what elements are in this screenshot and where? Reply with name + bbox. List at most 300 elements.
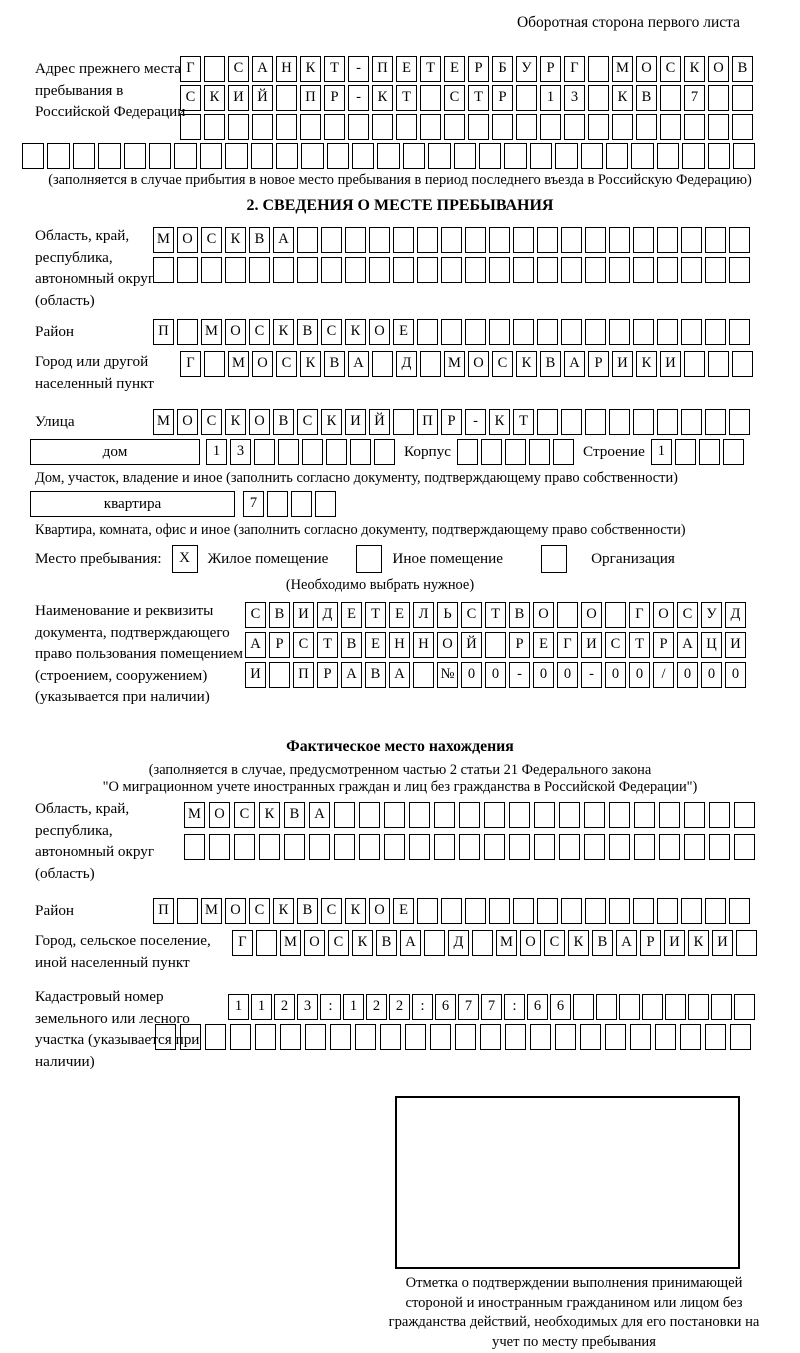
char-box[interactable]: Л [413, 602, 434, 628]
char-box[interactable]: С [245, 602, 266, 628]
char-box[interactable] [330, 1024, 351, 1050]
char-box[interactable] [516, 114, 537, 140]
char-box[interactable] [256, 930, 277, 956]
char-box[interactable]: - [348, 85, 369, 111]
char-box[interactable] [302, 439, 323, 465]
char-box[interactable]: К [568, 930, 589, 956]
char-box[interactable] [459, 802, 480, 828]
char-box[interactable]: - [509, 662, 530, 688]
char-box[interactable] [273, 257, 294, 283]
char-box[interactable] [665, 994, 686, 1020]
char-box[interactable] [557, 602, 578, 628]
char-box[interactable]: Е [393, 898, 414, 924]
char-box[interactable]: 6 [550, 994, 571, 1020]
char-box[interactable] [537, 227, 558, 253]
char-box[interactable]: Т [420, 56, 441, 82]
char-box[interactable] [184, 834, 205, 860]
char-box[interactable] [420, 85, 441, 111]
char-box[interactable] [430, 1024, 451, 1050]
char-box[interactable] [291, 491, 312, 517]
char-box[interactable]: 0 [725, 662, 746, 688]
factual-district-row[interactable] [153, 898, 800, 924]
char-box[interactable]: П [153, 319, 174, 345]
char-box[interactable]: В [376, 930, 397, 956]
char-box[interactable] [321, 257, 342, 283]
char-box[interactable] [729, 227, 750, 253]
char-box[interactable]: 1 [251, 994, 272, 1020]
char-box[interactable] [149, 143, 171, 169]
char-box[interactable]: Р [588, 351, 609, 377]
char-box[interactable]: О [225, 319, 246, 345]
char-box[interactable] [573, 994, 594, 1020]
char-box[interactable]: М [496, 930, 517, 956]
char-box[interactable] [559, 834, 580, 860]
char-box[interactable]: 7 [458, 994, 479, 1020]
char-box[interactable]: П [293, 662, 314, 688]
char-box[interactable]: М [153, 227, 174, 253]
char-box[interactable] [657, 143, 679, 169]
char-box[interactable] [734, 802, 755, 828]
char-box[interactable]: О [581, 602, 602, 628]
char-box[interactable] [705, 1024, 726, 1050]
char-box[interactable]: Р [468, 56, 489, 82]
char-box[interactable]: О [653, 602, 674, 628]
city-row[interactable] [180, 351, 800, 377]
char-box[interactable]: Т [468, 85, 489, 111]
char-box[interactable] [489, 257, 510, 283]
char-box[interactable] [345, 257, 366, 283]
char-box[interactable]: Д [396, 351, 417, 377]
char-box[interactable] [605, 602, 626, 628]
char-box[interactable] [659, 834, 680, 860]
char-box[interactable] [705, 898, 726, 924]
char-box[interactable]: Р [441, 409, 462, 435]
char-box[interactable]: П [153, 898, 174, 924]
char-box[interactable] [555, 143, 577, 169]
char-box[interactable] [479, 143, 501, 169]
char-box[interactable]: К [259, 802, 280, 828]
char-box[interactable] [403, 143, 425, 169]
char-box[interactable] [584, 802, 605, 828]
char-box[interactable] [472, 930, 493, 956]
char-box[interactable] [605, 1024, 626, 1050]
char-box[interactable] [588, 114, 609, 140]
char-box[interactable] [660, 85, 681, 111]
char-box[interactable]: Д [448, 930, 469, 956]
char-box[interactable] [297, 257, 318, 283]
char-box[interactable] [444, 114, 465, 140]
char-box[interactable] [405, 1024, 426, 1050]
char-box[interactable] [530, 1024, 551, 1050]
char-box[interactable]: Ц [701, 632, 722, 658]
char-box[interactable]: 0 [461, 662, 482, 688]
char-box[interactable]: Т [365, 602, 386, 628]
char-box[interactable] [561, 319, 582, 345]
char-box[interactable]: С [544, 930, 565, 956]
char-box[interactable]: Р [492, 85, 513, 111]
cadastral-row-1[interactable] [228, 994, 800, 1020]
char-box[interactable]: К [684, 56, 705, 82]
char-box[interactable]: Е [444, 56, 465, 82]
char-box[interactable] [559, 802, 580, 828]
char-box[interactable]: К [273, 319, 294, 345]
char-box[interactable] [606, 143, 628, 169]
char-box[interactable]: А [348, 351, 369, 377]
char-box[interactable] [324, 114, 345, 140]
char-box[interactable]: Д [725, 602, 746, 628]
char-box[interactable] [209, 834, 230, 860]
char-box[interactable] [309, 834, 330, 860]
char-box[interactable] [457, 439, 478, 465]
char-box[interactable] [688, 994, 709, 1020]
char-box[interactable] [708, 143, 730, 169]
char-box[interactable]: Е [365, 632, 386, 658]
char-box[interactable]: К [352, 930, 373, 956]
char-box[interactable] [513, 227, 534, 253]
char-box[interactable] [561, 257, 582, 283]
char-box[interactable]: В [297, 898, 318, 924]
char-box[interactable]: 1 [206, 439, 227, 465]
char-box[interactable]: О [636, 56, 657, 82]
char-box[interactable] [441, 898, 462, 924]
char-box[interactable]: О [304, 930, 325, 956]
factual-city-row[interactable] [232, 930, 800, 956]
char-box[interactable]: К [273, 898, 294, 924]
char-box[interactable] [705, 319, 726, 345]
street-row[interactable] [153, 409, 800, 435]
char-box[interactable]: В [509, 602, 530, 628]
char-box[interactable]: М [280, 930, 301, 956]
char-box[interactable] [630, 1024, 651, 1050]
char-box[interactable] [352, 143, 374, 169]
char-box[interactable] [225, 143, 247, 169]
char-box[interactable] [480, 1024, 501, 1050]
char-box[interactable] [393, 227, 414, 253]
char-box[interactable] [384, 834, 405, 860]
char-box[interactable] [177, 898, 198, 924]
char-box[interactable] [657, 898, 678, 924]
char-box[interactable] [98, 143, 120, 169]
char-box[interactable]: 3 [230, 439, 251, 465]
char-box[interactable] [609, 227, 630, 253]
char-box[interactable] [657, 227, 678, 253]
char-box[interactable]: В [273, 409, 294, 435]
char-box[interactable]: К [225, 409, 246, 435]
checkbox-organization[interactable] [541, 545, 567, 573]
char-box[interactable]: О [437, 632, 458, 658]
char-box[interactable] [228, 114, 249, 140]
char-box[interactable] [441, 227, 462, 253]
char-box[interactable] [659, 802, 680, 828]
char-box[interactable] [300, 114, 321, 140]
char-box[interactable] [555, 1024, 576, 1050]
char-box[interactable] [609, 834, 630, 860]
char-box[interactable] [733, 143, 755, 169]
char-box[interactable] [484, 802, 505, 828]
char-box[interactable] [657, 409, 678, 435]
char-box[interactable]: О [249, 409, 270, 435]
char-box[interactable]: Т [513, 409, 534, 435]
char-box[interactable]: Б [492, 56, 513, 82]
char-box[interactable]: С [677, 602, 698, 628]
char-box[interactable]: С [605, 632, 626, 658]
char-box[interactable]: 1 [343, 994, 364, 1020]
char-box[interactable]: М [201, 898, 222, 924]
char-box[interactable] [350, 439, 371, 465]
char-box[interactable]: Р [324, 85, 345, 111]
char-box[interactable] [588, 56, 609, 82]
char-box[interactable]: Т [317, 632, 338, 658]
char-box[interactable]: М [444, 351, 465, 377]
char-box[interactable] [204, 351, 225, 377]
char-box[interactable] [249, 257, 270, 283]
char-box[interactable] [177, 257, 198, 283]
char-box[interactable] [681, 319, 702, 345]
char-box[interactable] [73, 143, 95, 169]
char-box[interactable]: И [612, 351, 633, 377]
previous-address-row-3[interactable] [180, 114, 800, 140]
char-box[interactable]: 1 [228, 994, 249, 1020]
char-box[interactable] [355, 1024, 376, 1050]
char-box[interactable]: Г [180, 351, 201, 377]
char-box[interactable]: С [328, 930, 349, 956]
char-box[interactable]: А [252, 56, 273, 82]
char-box[interactable]: Е [393, 319, 414, 345]
char-box[interactable] [609, 409, 630, 435]
char-box[interactable]: С [297, 409, 318, 435]
char-box[interactable]: Р [540, 56, 561, 82]
char-box[interactable]: О [252, 351, 273, 377]
char-box[interactable]: К [300, 56, 321, 82]
char-box[interactable] [736, 930, 757, 956]
char-box[interactable]: Д [317, 602, 338, 628]
char-box[interactable] [225, 257, 246, 283]
char-box[interactable] [484, 834, 505, 860]
char-box[interactable] [729, 409, 750, 435]
char-box[interactable] [200, 143, 222, 169]
char-box[interactable] [284, 834, 305, 860]
char-box[interactable]: Т [485, 602, 506, 628]
char-box[interactable]: К [204, 85, 225, 111]
char-box[interactable] [369, 257, 390, 283]
char-box[interactable] [585, 898, 606, 924]
char-box[interactable] [634, 834, 655, 860]
char-box[interactable]: Г [629, 602, 650, 628]
char-box[interactable]: К [345, 319, 366, 345]
char-box[interactable]: С [293, 632, 314, 658]
char-box[interactable]: Й [461, 632, 482, 658]
factual-region-row-2[interactable] [184, 834, 800, 860]
char-box[interactable]: : [412, 994, 433, 1020]
char-box[interactable] [657, 319, 678, 345]
char-box[interactable] [321, 227, 342, 253]
char-box[interactable]: К [612, 85, 633, 111]
char-box[interactable]: К [372, 85, 393, 111]
char-box[interactable]: И [245, 662, 266, 688]
char-box[interactable]: 6 [527, 994, 548, 1020]
char-box[interactable]: С [249, 319, 270, 345]
char-box[interactable] [177, 319, 198, 345]
char-box[interactable] [276, 114, 297, 140]
char-box[interactable]: Н [276, 56, 297, 82]
char-box[interactable]: С [461, 602, 482, 628]
char-box[interactable] [729, 257, 750, 283]
char-box[interactable] [708, 351, 729, 377]
char-box[interactable] [537, 409, 558, 435]
char-box[interactable]: 0 [629, 662, 650, 688]
char-box[interactable] [424, 930, 445, 956]
char-box[interactable] [267, 491, 288, 517]
char-box[interactable] [434, 802, 455, 828]
char-box[interactable] [723, 439, 744, 465]
char-box[interactable] [732, 114, 753, 140]
char-box[interactable]: О [520, 930, 541, 956]
char-box[interactable]: В [297, 319, 318, 345]
checkbox-residential[interactable]: X [172, 545, 198, 573]
char-box[interactable] [465, 227, 486, 253]
char-box[interactable]: Т [396, 85, 417, 111]
char-box[interactable]: 2 [366, 994, 387, 1020]
char-box[interactable] [254, 439, 275, 465]
char-box[interactable] [396, 114, 417, 140]
char-box[interactable]: В [636, 85, 657, 111]
char-box[interactable]: 1 [540, 85, 561, 111]
char-box[interactable] [459, 834, 480, 860]
char-box[interactable]: Е [396, 56, 417, 82]
char-box[interactable]: 7 [684, 85, 705, 111]
char-box[interactable] [561, 409, 582, 435]
char-box[interactable] [584, 834, 605, 860]
char-box[interactable] [252, 114, 273, 140]
char-box[interactable] [580, 1024, 601, 1050]
char-box[interactable] [705, 227, 726, 253]
char-box[interactable]: Р [317, 662, 338, 688]
char-box[interactable] [732, 351, 753, 377]
char-box[interactable] [708, 114, 729, 140]
char-box[interactable]: А [564, 351, 585, 377]
char-box[interactable] [174, 143, 196, 169]
char-box[interactable] [709, 834, 730, 860]
char-box[interactable]: О [369, 898, 390, 924]
char-box[interactable]: Ь [437, 602, 458, 628]
char-box[interactable]: Е [389, 602, 410, 628]
char-box[interactable]: М [184, 802, 205, 828]
char-box[interactable]: И [660, 351, 681, 377]
char-box[interactable] [454, 143, 476, 169]
char-box[interactable] [699, 439, 720, 465]
char-box[interactable]: П [417, 409, 438, 435]
char-box[interactable] [732, 85, 753, 111]
char-box[interactable] [684, 351, 705, 377]
char-box[interactable] [455, 1024, 476, 1050]
char-box[interactable] [485, 632, 506, 658]
char-box[interactable]: Й [369, 409, 390, 435]
char-box[interactable]: А [677, 632, 698, 658]
char-box[interactable]: О [708, 56, 729, 82]
char-box[interactable] [581, 143, 603, 169]
char-box[interactable] [345, 227, 366, 253]
char-box[interactable] [516, 85, 537, 111]
char-box[interactable] [417, 257, 438, 283]
char-box[interactable]: 0 [557, 662, 578, 688]
char-box[interactable]: С [492, 351, 513, 377]
char-box[interactable]: С [249, 898, 270, 924]
char-box[interactable] [633, 257, 654, 283]
char-box[interactable]: 0 [533, 662, 554, 688]
previous-address-row-1[interactable] [180, 56, 800, 82]
char-box[interactable]: К [489, 409, 510, 435]
char-box[interactable] [417, 898, 438, 924]
district-row[interactable] [153, 319, 800, 345]
korpus-boxes[interactable] [457, 439, 577, 456]
char-box[interactable] [334, 802, 355, 828]
char-box[interactable]: / [653, 662, 674, 688]
char-box[interactable]: В [732, 56, 753, 82]
char-box[interactable]: Р [269, 632, 290, 658]
char-box[interactable] [655, 1024, 676, 1050]
char-box[interactable]: И [712, 930, 733, 956]
char-box[interactable] [465, 898, 486, 924]
char-box[interactable] [509, 834, 530, 860]
char-box[interactable]: 2 [389, 994, 410, 1020]
char-box[interactable] [513, 319, 534, 345]
char-box[interactable] [619, 994, 640, 1020]
char-box[interactable] [428, 143, 450, 169]
char-box[interactable]: И [664, 930, 685, 956]
char-box[interactable] [377, 143, 399, 169]
char-box[interactable] [534, 834, 555, 860]
char-box[interactable] [609, 898, 630, 924]
char-box[interactable]: - [465, 409, 486, 435]
char-box[interactable] [642, 994, 663, 1020]
char-box[interactable] [204, 114, 225, 140]
char-box[interactable] [585, 257, 606, 283]
char-box[interactable]: С [444, 85, 465, 111]
char-box[interactable]: В [324, 351, 345, 377]
char-box[interactable] [705, 257, 726, 283]
char-box[interactable] [681, 898, 702, 924]
char-box[interactable] [681, 257, 702, 283]
char-box[interactable]: Р [640, 930, 661, 956]
char-box[interactable]: С [201, 227, 222, 253]
char-box[interactable]: Й [252, 85, 273, 111]
char-box[interactable] [609, 257, 630, 283]
char-box[interactable] [47, 143, 69, 169]
char-box[interactable] [251, 143, 273, 169]
char-box[interactable] [420, 114, 441, 140]
char-box[interactable]: Т [324, 56, 345, 82]
char-box[interactable]: 6 [435, 994, 456, 1020]
char-box[interactable] [22, 143, 44, 169]
char-box[interactable]: 3 [297, 994, 318, 1020]
char-box[interactable]: С [234, 802, 255, 828]
char-box[interactable]: О [369, 319, 390, 345]
char-box[interactable]: И [345, 409, 366, 435]
char-box[interactable]: А [309, 802, 330, 828]
char-box[interactable]: 7 [481, 994, 502, 1020]
char-box[interactable] [681, 409, 702, 435]
char-box[interactable] [729, 319, 750, 345]
char-box[interactable]: - [348, 56, 369, 82]
char-box[interactable] [374, 439, 395, 465]
char-box[interactable]: А [400, 930, 421, 956]
char-box[interactable]: А [273, 227, 294, 253]
char-box[interactable] [384, 802, 405, 828]
char-box[interactable] [504, 143, 526, 169]
char-box[interactable] [534, 802, 555, 828]
char-box[interactable] [369, 227, 390, 253]
house-number-boxes[interactable] [206, 439, 398, 459]
